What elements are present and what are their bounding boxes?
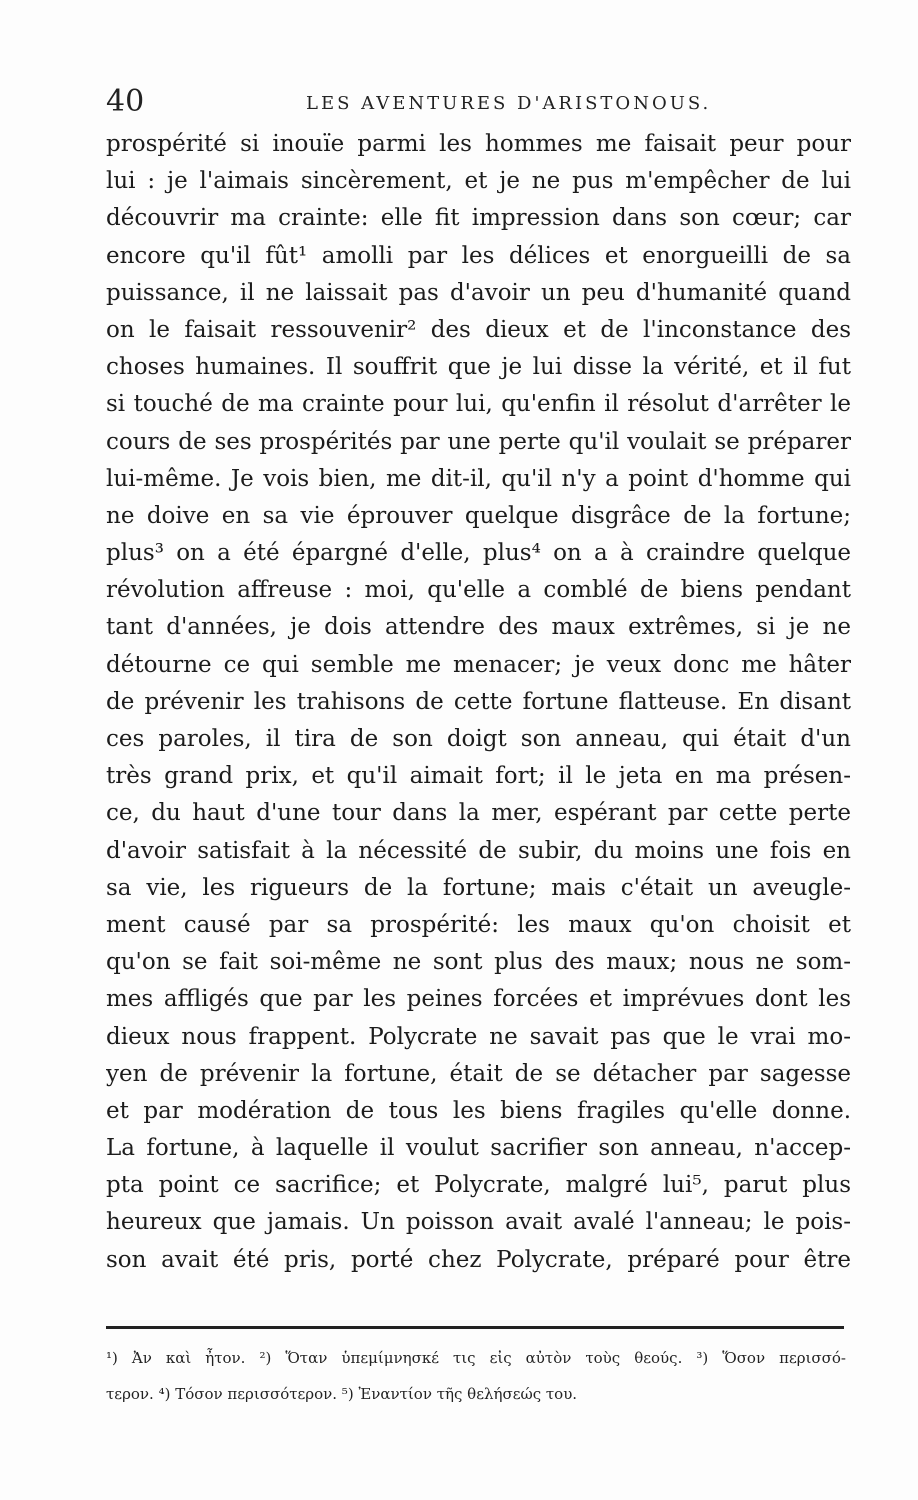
footnote-rule: [106, 1326, 844, 1329]
text-line: yen de prévenir la fortune, était de se détacher par sagesse: [106, 1060, 851, 1087]
text-line: sa vie, les rigueurs de la fortune; mais c'était un aveugle-: [106, 874, 851, 901]
text-line: d'avoir satisfait à la nécessité de subir, du moins une fois en: [106, 837, 851, 864]
text-line: mes affligés que par les peines forcées et imprévues dont les: [106, 986, 851, 1013]
text-line: découvrir ma crainte: elle fit impression dans son cœur; car: [106, 205, 851, 232]
text-line: encore qu'il fût¹ amolli par les délices et enorgueilli de sa: [106, 242, 851, 269]
text-line: très grand prix, et qu'il aimait fort; il le jeta en ma présen-: [106, 763, 851, 790]
text-line: lui-même. Je vois bien, me dit-il, qu'il n'y a point d'homme qui: [106, 465, 851, 492]
text-line: on le faisait ressouvenir² des dieux et de l'inconstance des: [106, 316, 851, 343]
text-line: choses humaines. Il souffrit que je lui disse la vérité, et il fut: [106, 354, 851, 381]
text-line: ne doive en sa vie éprouver quelque disgrâce de la fortune;: [106, 502, 851, 529]
body-text: [106, 126, 851, 1279]
text-line: lui : je l'aimais sincèrement, et je ne pus m'empêcher de lui: [106, 168, 851, 195]
text-line: révolution affreuse : moi, qu'elle a comblé de biens pendant: [106, 577, 851, 604]
text-line: tant d'années, je dois attendre des maux extrêmes, si je ne: [106, 614, 851, 641]
running-title: LES AVENTURES D'ARISTONOUS.: [306, 93, 712, 114]
text-line: qu'on se fait soi-même ne sont plus des maux; nous ne som-: [106, 949, 851, 976]
footnote-line: τερον. ⁴) Τόσον περισσότερον. ⁵) Ἐναντίον τῆς θελήσεώς του.: [106, 1385, 578, 1403]
text-line: dieux nous frappent. Polycrate ne savait pas que le vrai mo-: [106, 1023, 851, 1050]
text-line: pta point ce sacrifice; et Polycrate, malgré lui⁵, parut plus: [106, 1172, 851, 1199]
text-line: puissance, il ne laissait pas d'avoir un peu d'humanité quand: [106, 279, 851, 306]
text-line: ment causé par sa prospérité: les maux qu'on choisit et: [106, 911, 851, 938]
text-line: son avait été pris, porté chez Polycrate, préparé pour être: [106, 1246, 851, 1273]
text-line: heureux que jamais. Un poisson avait avalé l'anneau; le pois-: [106, 1209, 851, 1236]
footnotes: [106, 1340, 846, 1412]
text-line: plus³ on a été épargné d'elle, plus⁴ on a à craindre quelque: [106, 540, 851, 567]
text-line: prospérité si inouïe parmi les hommes me faisait peur pour: [106, 131, 851, 157]
text-line: détourne ce qui semble me menacer; je veux donc me hâter: [106, 651, 851, 678]
footnote-line: ¹) Ἀν καὶ ἦτον. ²) Ὅταν ὑπεμίμνησκέ τις εἰς αὐτὸν τοὺς θεούς. ³) Ὅσον περισσό-: [106, 1349, 846, 1367]
page-number: 40: [106, 84, 145, 119]
text-line: de prévenir les trahisons de cette fortune flatteuse. En disant: [106, 688, 851, 715]
running-head: [106, 84, 846, 124]
text-line: cours de ses prospérités par une perte qu'il voulait se préparer: [106, 428, 851, 455]
text-line: si touché de ma crainte pour lui, qu'enfin il résolut d'arrêter le: [106, 391, 851, 418]
text-line: et par modération de tous les biens fragiles qu'elle donne.: [106, 1097, 851, 1124]
text-line: ce, du haut d'une tour dans la mer, espérant par cette perte: [106, 800, 851, 827]
text-line: La fortune, à laquelle il voulut sacrifier son anneau, n'accep-: [106, 1135, 851, 1162]
text-line: ces paroles, il tira de son doigt son anneau, qui était d'un: [106, 726, 851, 752]
